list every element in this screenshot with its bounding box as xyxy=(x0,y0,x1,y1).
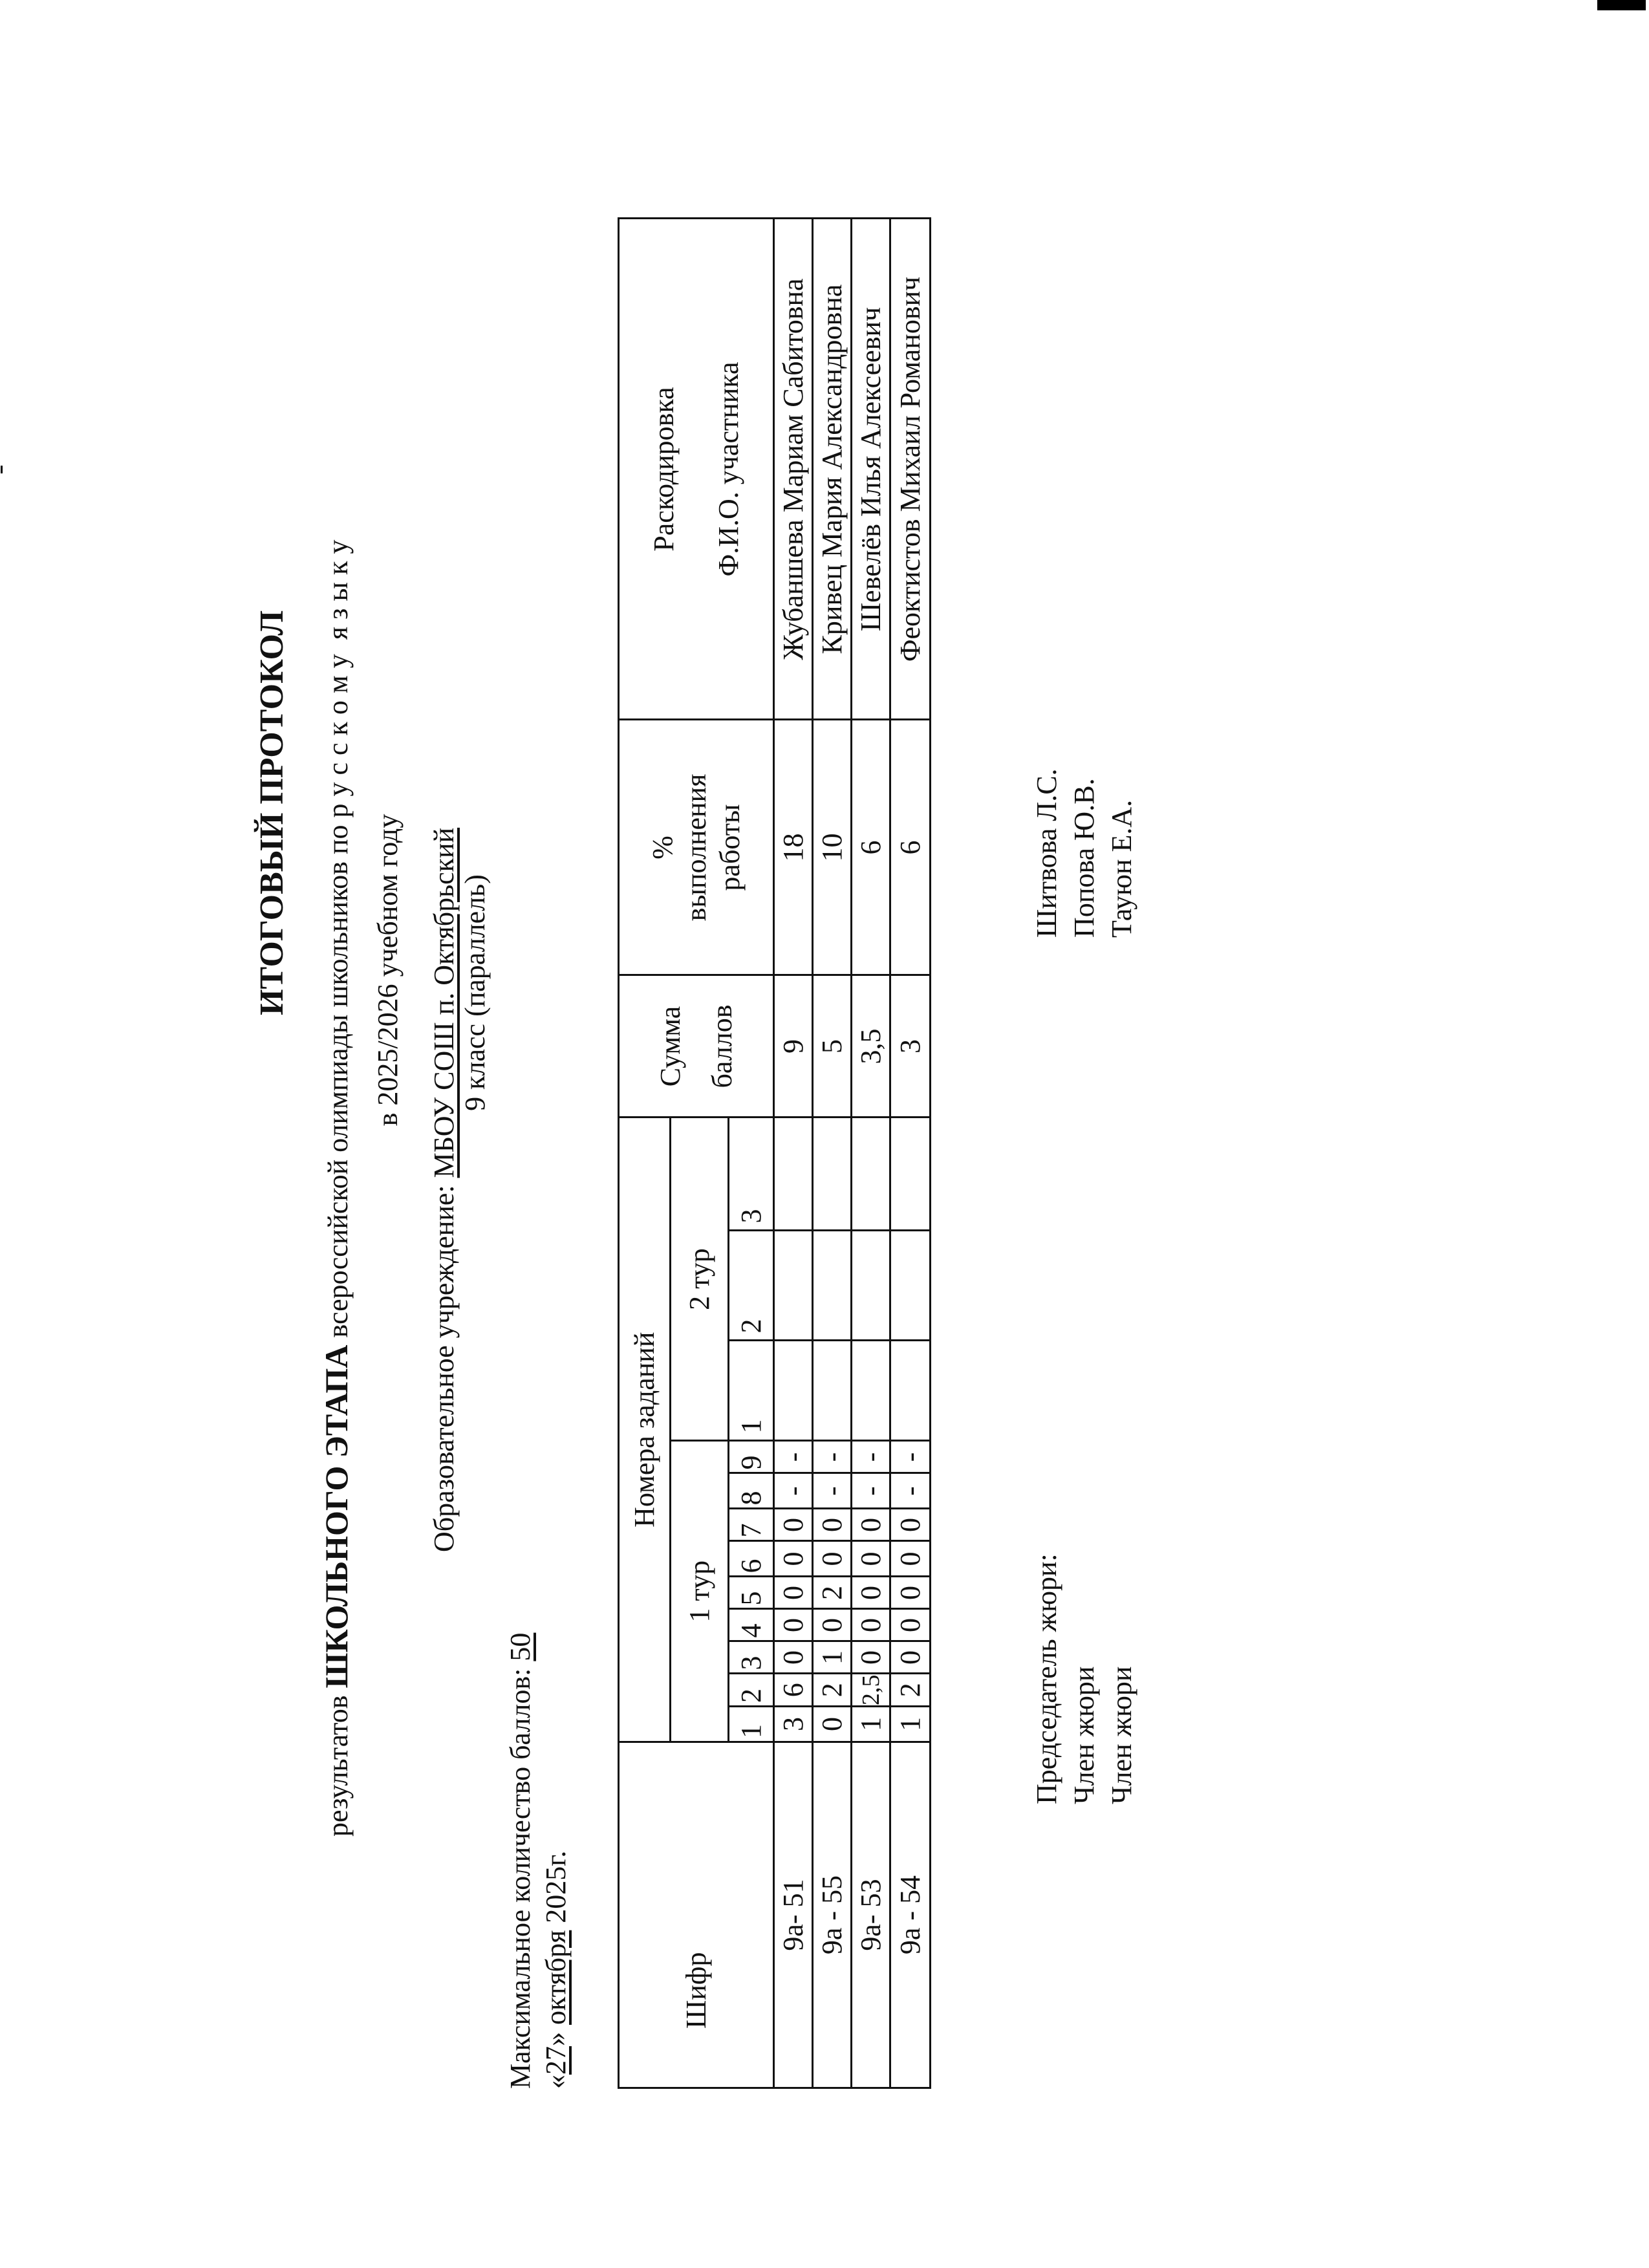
jury-chair-name: Шитвова Л.С. xyxy=(1031,768,1062,938)
score-cell: 2 xyxy=(813,1674,852,1707)
header-sum xyxy=(619,975,774,1118)
score-cell: 0 xyxy=(890,1541,931,1577)
table-row xyxy=(813,219,852,2088)
document-title: ИТОГОВЫЙ ПРОТОКОЛ xyxy=(253,610,290,1015)
participant-name-cell: Шевелёв Илья Алексеевич xyxy=(852,219,890,720)
round2-cell xyxy=(813,1118,852,1231)
header-percent xyxy=(619,720,774,975)
score-cell: 0 xyxy=(852,1541,890,1577)
cipher-cell: 9а- 51 xyxy=(774,1742,813,2088)
task-number: 4 xyxy=(729,1609,774,1641)
score-cell: 0 xyxy=(813,1509,852,1541)
participant-name-cell: Жубаншева Мариам Сабитовна xyxy=(774,219,813,720)
max-score-value: 50 xyxy=(504,1632,536,1661)
jury-member1-label: Член жюри xyxy=(1068,1666,1100,1804)
score-cell: 0 xyxy=(890,1609,931,1641)
score-cell: - xyxy=(852,1441,890,1473)
round2-cell xyxy=(890,1341,931,1441)
task-number: 1 xyxy=(729,1707,774,1742)
header-sum-line1: Сумма xyxy=(654,1006,686,1087)
round2-cell xyxy=(890,1118,931,1231)
score-cell: - xyxy=(774,1473,813,1509)
results-table xyxy=(618,218,931,2090)
protocol-date xyxy=(542,1851,570,2089)
round2-cell xyxy=(852,1231,890,1341)
header-row-1 xyxy=(619,219,671,2088)
score-cell: 0 xyxy=(852,1577,890,1609)
date-month: октября xyxy=(540,1930,572,2025)
score-cell: 0 xyxy=(774,1509,813,1541)
task-number: 9 xyxy=(729,1441,774,1473)
header-percent-line3: работы xyxy=(713,804,746,891)
subtitle-rest: всероссийской олимпиады школьников по xyxy=(322,825,354,1338)
score-cell: 2,5 xyxy=(852,1674,890,1707)
table-row xyxy=(890,219,931,2088)
score-cell: 0 xyxy=(890,1641,931,1674)
header-task-numbers: Номера заданий xyxy=(619,1118,671,1742)
jury-names xyxy=(1028,768,1141,938)
score-cell: - xyxy=(890,1441,931,1473)
header-percent-line1: % xyxy=(646,836,678,859)
task-number: 1 xyxy=(729,1341,774,1441)
score-cell: 0 xyxy=(890,1509,931,1541)
cipher-cell: 9а - 54 xyxy=(890,1742,931,2088)
header-decoding-line1: Раскодировка xyxy=(647,387,680,552)
task-number: 6 xyxy=(729,1541,774,1577)
round2-cell xyxy=(852,1341,890,1441)
task-number: 5 xyxy=(729,1577,774,1609)
sum-cell: 3,5 xyxy=(852,975,890,1118)
header-decoding-line2: Ф.И.О. участника xyxy=(712,362,744,577)
participant-name-cell: Феоктистов Михаил Романович xyxy=(890,219,931,720)
score-cell: 2 xyxy=(890,1674,931,1707)
max-score-label: Максимальное количество баллов: xyxy=(504,1668,536,2089)
percent-cell: 6 xyxy=(852,720,890,975)
score-cell: 0 xyxy=(774,1641,813,1674)
percent-cell: 6 xyxy=(890,720,931,975)
task-number: 8 xyxy=(729,1473,774,1509)
score-cell: 0 xyxy=(852,1509,890,1541)
score-cell: 3 xyxy=(774,1707,813,1742)
task-number: 2 xyxy=(729,1231,774,1341)
round2-cell xyxy=(813,1231,852,1341)
sum-cell: 9 xyxy=(774,975,813,1118)
score-cell: 0 xyxy=(774,1541,813,1577)
header-cipher: Шифр xyxy=(619,1742,774,2088)
jury-member2-name: Тауюн Е.А. xyxy=(1106,799,1137,938)
score-cell: - xyxy=(890,1473,931,1509)
date-open-quote: « xyxy=(540,2075,572,2089)
round2-cell xyxy=(774,1341,813,1441)
header-sum-line2: баллов xyxy=(706,1004,738,1088)
round2-cell xyxy=(813,1341,852,1441)
institution-label: Образовательное учреждение: xyxy=(428,1185,460,1552)
score-cell: 0 xyxy=(852,1641,890,1674)
participant-name-cell: Кривец Мария Александровна xyxy=(813,219,852,720)
jury-member2-label: Член жюри xyxy=(1106,1666,1137,1804)
institution-line xyxy=(430,828,458,1552)
task-number: 3 xyxy=(729,1641,774,1674)
cipher-cell: 9а- 53 xyxy=(852,1742,890,2088)
cipher-cell: 9а - 55 xyxy=(813,1742,852,2088)
score-cell: 0 xyxy=(852,1609,890,1641)
institution-value: МБОУ СОШ п. Октябрьский xyxy=(428,827,460,1178)
round2-cell xyxy=(890,1231,931,1341)
score-cell: 0 xyxy=(813,1541,852,1577)
score-cell: 0 xyxy=(774,1609,813,1641)
scan-corner-mark xyxy=(1597,0,1646,10)
table-row xyxy=(774,219,813,2088)
score-cell: - xyxy=(852,1473,890,1509)
subtitle-subject: р у с с к о м у я з ы к у xyxy=(322,539,354,818)
header-round1: 1 тур xyxy=(671,1441,729,1742)
grade-line: 9 класс (параллель) xyxy=(459,874,491,1111)
max-score-line xyxy=(506,1633,535,2089)
header-round2: 2 тур xyxy=(671,1118,729,1441)
percent-cell: 18 xyxy=(774,720,813,975)
subtitle-prefix: результатов xyxy=(322,1695,354,1837)
percent-cell: 10 xyxy=(813,720,852,975)
document-subtitle xyxy=(320,540,352,1837)
score-cell: 1 xyxy=(813,1641,852,1674)
header-decoding xyxy=(619,219,774,720)
score-cell: 6 xyxy=(774,1674,813,1707)
sum-cell: 3 xyxy=(890,975,931,1118)
task-number: 7 xyxy=(729,1509,774,1541)
subtitle-stage: ШКОЛЬНОГО ЭТАПА xyxy=(318,1345,354,1689)
score-cell: 0 xyxy=(774,1577,813,1609)
score-cell: - xyxy=(774,1441,813,1473)
jury-chair-label: Председатель жюри: xyxy=(1031,1553,1062,1804)
header-percent-line2: выполнения xyxy=(680,773,712,922)
score-cell: - xyxy=(813,1473,852,1509)
score-cell: 0 xyxy=(813,1707,852,1742)
round2-cell xyxy=(774,1118,813,1231)
score-cell: - xyxy=(813,1441,852,1473)
score-cell: 0 xyxy=(890,1577,931,1609)
jury-member1-name: Попова Ю.В. xyxy=(1068,778,1100,938)
date-year: 2025г. xyxy=(540,1850,572,1923)
round2-cell xyxy=(774,1231,813,1341)
date-close-quote: » xyxy=(540,2032,572,2046)
round2-cell xyxy=(852,1118,890,1231)
jury-labels xyxy=(1028,1553,1141,1804)
score-cell: 0 xyxy=(813,1609,852,1641)
score-cell: 1 xyxy=(890,1707,931,1742)
score-cell: 1 xyxy=(852,1707,890,1742)
sum-cell: 5 xyxy=(813,975,852,1118)
task-number: 2 xyxy=(729,1674,774,1707)
table-row xyxy=(852,219,890,2088)
scan-edge-mark xyxy=(1,466,3,473)
date-day: 27 xyxy=(540,2046,572,2075)
task-number: 3 xyxy=(729,1118,774,1231)
academic-year: в 2025/2026 учебном году xyxy=(372,814,404,1127)
score-cell: 2 xyxy=(813,1577,852,1609)
